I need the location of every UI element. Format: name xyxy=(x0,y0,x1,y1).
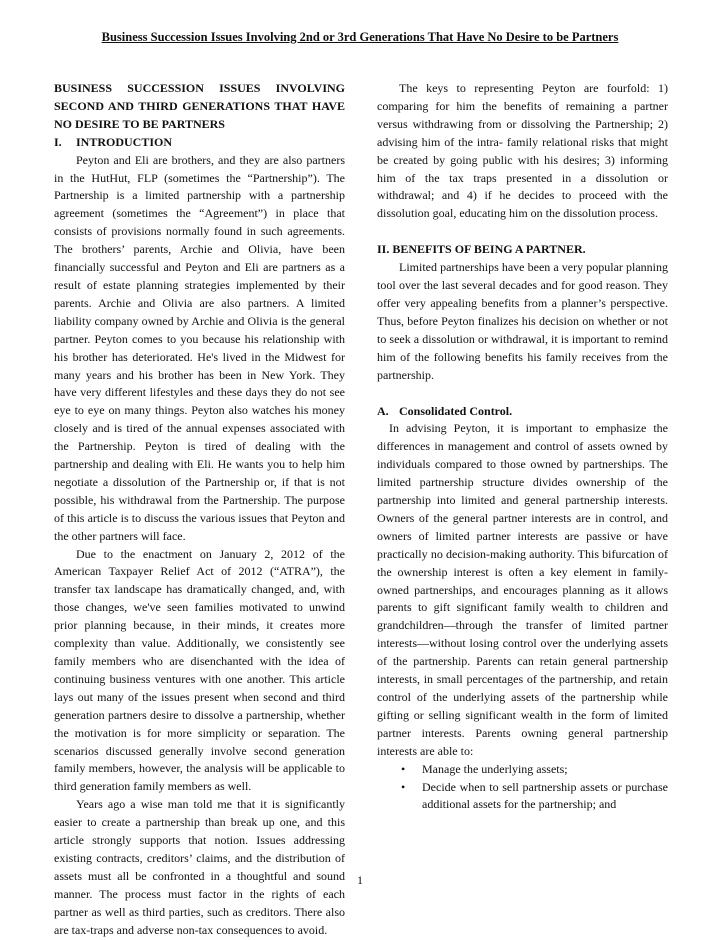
list-item xyxy=(377,779,668,815)
section-number: I. xyxy=(54,134,62,149)
section-heading-introduction xyxy=(54,134,345,152)
bullet-icon: • xyxy=(401,779,406,794)
right-column-content xyxy=(377,80,668,814)
left-column xyxy=(54,80,345,940)
paragraph: Limited partnerships have been a very popular planning tool over the last several decades and for good reason. They offer very appealing benefits from a planner’s perspective. Thus, before Peyton finalizes his decision on whether or not to seek a dissolution or withdrawal, it is important to remind him of the following benefits his family receives from the partnership. xyxy=(377,260,668,382)
bullet-list xyxy=(377,761,668,815)
paragraph: In advising Peyton, it is important to emphasize the differences in management and control of assets owned by individuals compared to those owned by partnerships. The limited partnership structure divides ownership of the partnership into limited and general partnership interests. Owners of the general partner interests are in control, and owners of limited partner interests are passive or have practically no decision-making authority. This bifurcation of the ownership interest is often a key element in family- owned partnerships, and encourages planning as it allows parents to gift significant family wealth to children and grandchildren—through the transfer of limited partner interests—without losing control over the underlying assets of the partnership. Parents can retain general partnership interests, in small percentages of the partnership, and retain control of the underlying assets of the partnership while gifting or selling significant wealth in the form of limited partner interests. Parents owning general partnership interests are able to: xyxy=(377,421,668,758)
subsection-title: Consolidated Control. xyxy=(399,403,513,418)
paragraph: Years ago a wise man told me that it is significantly easier to create a partnership than break up one, and this article strongly supports that notion. Issues addressing existing contracts, creditors’ claims, and the distribution of assets must all be confronted in a thoughtful and sound manner. The process must factor in the rights of each partner as well as third parties, such as creditors. There also are tax-traps and adverse non-tax consequences to avoid. xyxy=(54,797,345,937)
paragraph: Peyton and Eli are brothers, and they are also partners in the HutHut, FLP (sometimes the “Partnership”). The Partnership is a limited partnership with a partnership agreement (sometimes the “Agreement”) in place that consists of provisions normally found in such agreements. The brothers’ parents, Archie and Olivia, have been financially successful and Peyton and Eli are partners as a result of estate planning strategies implemented by their parents. Archie and Olivia are also partners. A limited liability company owned by Archie and Olivia is the general partner. Peyton comes to you because his relationship with his brother has deteriorated. He's lived in the Midwest for many years and his brother has been in New York. They have very different lifestyles and these days they do not see eye to eye on many things. Peyton also watches his money closely and is tired of the annual expenses associated with the Partnership. Peyton is tired of dealing with the partnership and dealing with Eli. He wants you to help him negotiate a dissolution of the Partnership or, if that is not possible, his withdrawal from the Partnership. The purpose of this article is to discuss the various issues that Peyton and the other partners will face. xyxy=(54,152,345,543)
paragraph: Due to the enactment on January 2, 2012 of the American Taxpayer Relief Act of 2012 (“ATRA”), the transfer tax landscape has dramatically changed, and, with those changes, we've seen families motivated to unwind prior planning because, in their minds, it creates more complexity than value. Additionally, we consistently see family members who are disenchanted with the idea of continuing business ventures with one another. This article lays out many of the issues present when second and third generation partners desire to dissolve a partnership, whether the motivation is for more simplicity or separation. The scenarios discussed generally involve second generation family members, however, the analysis will be applicable to third generation family members as well. xyxy=(54,546,345,794)
running-header: Business Succession Issues Involving 2nd or 3rd Generations That Have No Desire to be Partners xyxy=(101,30,619,44)
list-item-text: Decide when to sell partnership assets or purchase additional assets for the partnership; and xyxy=(422,779,668,812)
paragraph: The keys to representing Peyton are fourfold: 1) comparing for him the benefits of remaining a partner versus withdrawing from or dissolving the Partnership; 2) advising him of the intra- family relational risks that might be created by going public with his desires; 3) informing him of the tax traps presented in a dissolution or withdrawal; and 4) if he decides to proceed with the dissolution goal, educating him on the dissolution process. xyxy=(377,81,668,221)
section-heading-benefits: II. BENEFITS OF BEING A PARTNER. xyxy=(377,242,586,257)
document-title: BUSINESS SUCCESSION ISSUES INVOLVING SECOND AND THIRD GENERATIONS THAT HAVE NO DESIRE TO BE PARTNERS xyxy=(54,81,345,131)
list-item xyxy=(377,761,668,779)
page-number: 1 xyxy=(357,873,363,887)
subsection-heading-consolidated-control xyxy=(377,403,668,421)
list-item-text: Manage the underlying assets; xyxy=(422,761,568,776)
subsection-number: A. xyxy=(377,403,389,418)
section-title: INTRODUCTION xyxy=(76,134,173,149)
bullet-icon: • xyxy=(401,761,406,776)
